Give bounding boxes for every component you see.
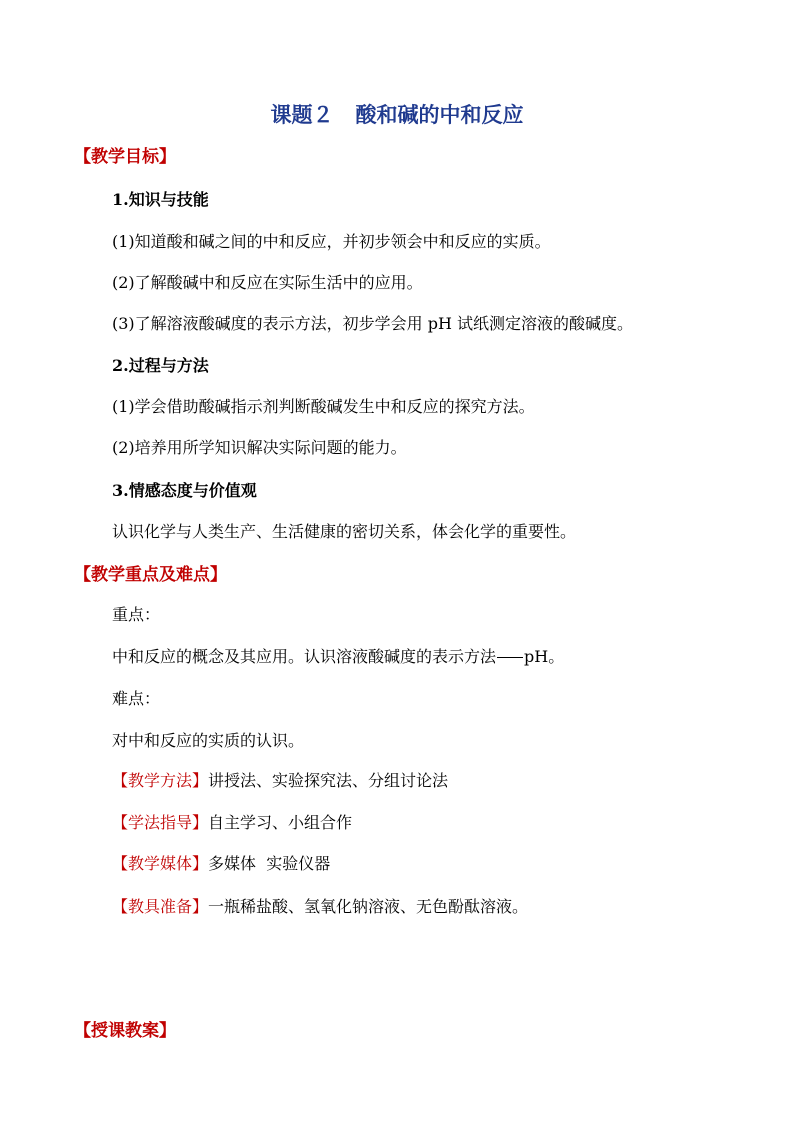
info-value: 多媒体 实验仪器 (208, 854, 331, 873)
keypoints-heading: 【教学重点及难点】 (74, 565, 227, 585)
difficulty-label: 难点： (112, 689, 161, 708)
info-label: 【教学媒体】 (112, 854, 209, 873)
info-label: 【教学方法】 (112, 771, 209, 790)
objective-item: (2)培养用所学知识解决实际问题的能力。 (112, 438, 407, 457)
info-teaching-media (112, 853, 330, 875)
info-value: 一瓶稀盐酸、氢氧化钠溶液、无色酚酞溶液。 (208, 897, 529, 916)
objective-item: (1)学会借助酸碱指示剂判断酸碱发生中和反应的探究方法。 (112, 397, 535, 416)
key-text-main: 中和反应的概念及其应用。认识溶液酸碱度的表示方法 (112, 647, 497, 666)
lesson-plan-heading: 【授课教案】 (74, 1021, 176, 1041)
objective-item: (2)了解酸碱中和反应在实际生活中的应用。 (112, 273, 423, 292)
lesson-number: 课题２ (270, 102, 334, 127)
info-value: 讲授法、实验探究法、分组讨论法 (208, 771, 449, 790)
info-value: 自主学习、小组合作 (208, 813, 353, 832)
info-learning-guide (112, 812, 352, 834)
dash-separator (497, 657, 523, 658)
info-label: 【教具准备】 (112, 897, 209, 916)
key-text (112, 646, 564, 668)
info-label: 【学法指导】 (112, 813, 209, 832)
info-teaching-aids (112, 896, 528, 918)
objective-item: (3)了解溶液酸碱度的表示方法，初步学会用 pH 试纸测定溶液的酸碱度。 (112, 314, 634, 333)
section-attitudes-values: 3.情感态度与价值观 (112, 481, 257, 500)
difficulty-text: 对中和反应的实质的认识。 (112, 731, 305, 750)
objective-text: 认识化学与人类生产、生活健康的密切关系，体会化学的重要性。 (112, 522, 577, 541)
section-knowledge-skills: 1.知识与技能 (112, 190, 209, 209)
info-teaching-method (112, 770, 448, 792)
key-label: 重点： (112, 605, 161, 624)
section-process-methods: 2.过程与方法 (112, 356, 209, 375)
lesson-name: 酸和碱的中和反应 (355, 102, 524, 127)
objectives-heading: 【教学目标】 (74, 147, 176, 167)
key-text-ph: pH。 (524, 647, 565, 666)
objective-item: (1)知道酸和碱之间的中和反应，并初步领会中和反应的实质。 (112, 232, 551, 251)
lesson-title (0, 101, 794, 129)
